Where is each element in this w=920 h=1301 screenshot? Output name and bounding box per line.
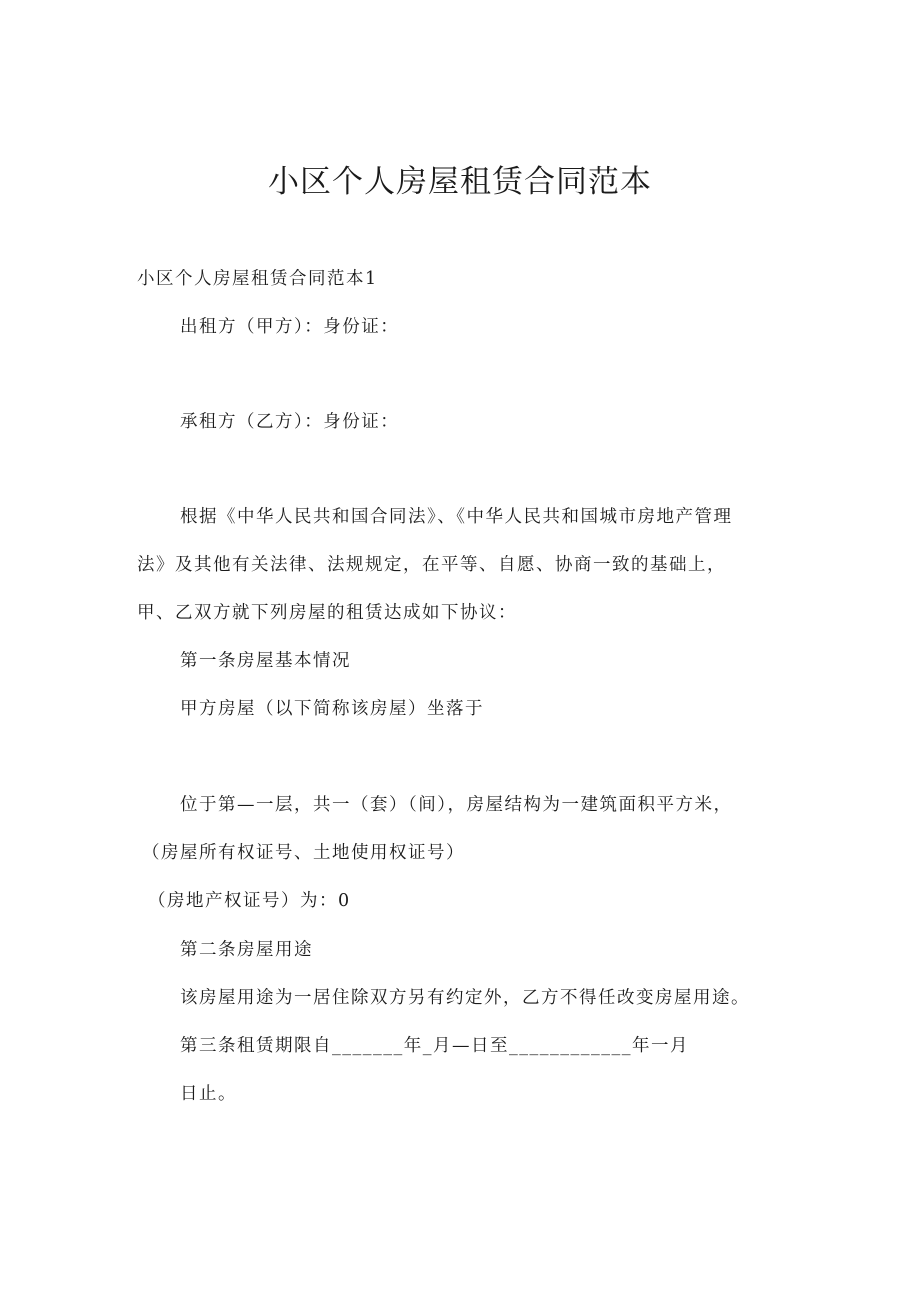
article-3-text: 第三条租赁期限自_______年_月—日至____________年一月 (180, 1036, 689, 1056)
article-1-floor: 位于第—一层，共一（套）（间），房屋结构为一建筑面积平方米， (180, 795, 733, 815)
contract-subtitle: 小区个人房屋租赁合同范本1 (137, 269, 378, 289)
article-1-heading: 第一条房屋基本情况 (180, 651, 351, 671)
basis-paragraph-line-2: 法》及其他有关法律、法规规定，在平等、自愿、协商一致的基础上， (137, 555, 726, 575)
basis-paragraph-line-1: 根据《中华人民共和国合同法》、《中华人民共和国城市房地产管理 (180, 507, 733, 527)
article-1-certificates: （房屋所有权证号、土地使用权证号） (142, 843, 465, 863)
basis-paragraph-line-3: 甲、乙双方就下列房屋的租赁达成如下协议： (137, 603, 517, 623)
article-2-text: 该房屋用途为一居住除双方另有约定外，乙方不得任改变房屋用途。 (180, 988, 750, 1008)
article-3-end: 日止。 (180, 1084, 237, 1104)
lessee-line: 承租方（乙方）：身份证： (180, 412, 400, 432)
article-1-property-certificate: （房地产权证号）为：0 (148, 891, 351, 911)
article-1-location: 甲方房屋（以下简称该房屋）坐落于 (180, 699, 484, 719)
document-title: 小区个人房屋租赁合同范本 (268, 164, 652, 200)
lessor-line: 出租方（甲方）：身份证： (180, 317, 400, 337)
article-2-heading: 第二条房屋用途 (180, 940, 313, 960)
